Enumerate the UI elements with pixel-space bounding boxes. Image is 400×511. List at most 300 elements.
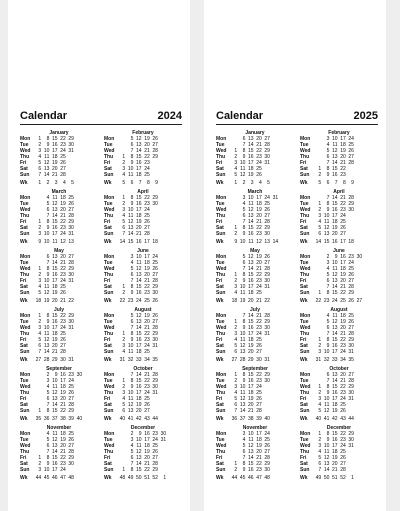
day-cell xyxy=(262,290,270,296)
day-label: Mon xyxy=(20,136,31,142)
day-cell: 10 xyxy=(323,349,330,355)
day-cell: 25 xyxy=(60,284,66,290)
day-label: Wed xyxy=(216,443,227,449)
day-cell: 30 xyxy=(264,278,270,284)
day-cell: 29 xyxy=(348,290,354,296)
week-number: 1 xyxy=(163,475,167,481)
week-number: 34 xyxy=(144,357,150,363)
day-cell: 19 xyxy=(52,160,58,166)
week-number: 29 xyxy=(248,357,254,363)
week-number: 22 xyxy=(264,298,270,304)
day-cell: 4 xyxy=(130,260,134,266)
day-label: Thu xyxy=(300,449,310,455)
week-label: Wk xyxy=(300,239,308,245)
day-cell: 10 xyxy=(239,160,246,166)
week-row xyxy=(216,172,294,178)
day-cell: 13 xyxy=(248,213,254,219)
week-number: 19 xyxy=(239,298,246,304)
day-cell: 29 xyxy=(152,284,158,290)
week-label: Wk xyxy=(216,239,224,245)
day-cell: 13 xyxy=(127,408,134,414)
day-cell: 8 xyxy=(326,384,330,390)
day-cell: 16 xyxy=(52,142,58,148)
day-label: Wed xyxy=(20,266,31,272)
month-name: April xyxy=(137,189,149,195)
month-block xyxy=(216,248,294,304)
day-cell: 20 xyxy=(340,278,346,284)
day-cell: 30 xyxy=(348,437,354,443)
day-cell: 28 xyxy=(348,331,354,337)
day-cell: 8 xyxy=(242,319,246,325)
week-number: 5 xyxy=(318,180,322,186)
day-cell: 1 xyxy=(38,219,42,225)
day-cell: 28 xyxy=(264,313,270,319)
week-number: 1 xyxy=(234,180,238,186)
day-cell: 22 xyxy=(340,290,346,296)
month-name: February xyxy=(132,130,154,136)
day-cell: 18 xyxy=(144,443,150,449)
day-cell: 18 xyxy=(136,396,142,402)
calendar-page-2025 xyxy=(204,0,386,511)
day-cell: 28 xyxy=(152,461,158,467)
day-cell: 14 xyxy=(332,331,338,337)
day-cell: 13 xyxy=(136,455,142,461)
week-number: 20 xyxy=(248,298,254,304)
day-label: Sun xyxy=(104,290,114,296)
day-cell: 21 xyxy=(60,402,66,408)
week-number: 46 xyxy=(248,475,254,481)
week-row xyxy=(300,172,378,178)
week-label: Wk xyxy=(20,475,28,481)
page-year: 2024 xyxy=(157,110,182,122)
month-block xyxy=(300,248,378,304)
week-number: 18 xyxy=(152,239,158,245)
day-cell: 12 xyxy=(43,337,50,343)
day-cell: 28 xyxy=(60,172,66,178)
day-cell: 9 xyxy=(130,337,134,343)
day-cell: 6 xyxy=(130,319,134,325)
day-cell: 15 xyxy=(52,313,58,319)
week-number: 40 xyxy=(76,416,83,422)
day-cell: 17 xyxy=(332,349,338,355)
week-row xyxy=(104,408,182,414)
week-number: 43 xyxy=(340,416,346,422)
week-label: Wk xyxy=(300,416,308,422)
day-cell: 8 xyxy=(130,195,134,201)
day-label: Sun xyxy=(216,467,226,473)
day-cell: 14 xyxy=(248,455,254,461)
day-label: Mon xyxy=(216,136,227,142)
day-cell: 17 xyxy=(136,390,142,396)
day-cell: 3 xyxy=(234,284,238,290)
day-cell: 28 xyxy=(348,284,354,290)
week-number: 49 xyxy=(315,475,322,481)
week-number: 9 xyxy=(234,239,238,245)
day-cell: 29 xyxy=(348,337,354,343)
week-row xyxy=(20,408,98,414)
day-cell: 2 xyxy=(122,201,126,207)
day-cell: 31 xyxy=(264,331,270,337)
day-cell: 8 xyxy=(130,154,134,160)
day-label: Wed xyxy=(300,325,311,331)
day-cell: 2 xyxy=(234,278,238,284)
day-label: Thu xyxy=(216,449,226,455)
day-label: Mon xyxy=(300,254,311,260)
day-cell: 12 xyxy=(248,254,254,260)
day-cell: 28 xyxy=(68,449,74,455)
day-label: Sat xyxy=(104,402,112,408)
day-cell: 27 xyxy=(60,166,66,172)
day-label: Tue xyxy=(300,437,309,443)
day-cell: 1 xyxy=(318,201,322,207)
day-cell: 15 xyxy=(52,408,58,414)
day-cell: 8 xyxy=(130,467,134,473)
day-cell: 26 xyxy=(256,343,262,349)
day-label: Fri xyxy=(300,396,307,402)
week-number: 8 xyxy=(342,180,346,186)
day-cell: 9 xyxy=(326,437,330,443)
day-cell: 22 xyxy=(144,195,150,201)
day-cell: 14 xyxy=(127,231,134,237)
day-cell: 4 xyxy=(234,390,238,396)
day-cell: 5 xyxy=(242,443,246,449)
day-cell: 7 xyxy=(242,142,246,148)
day-cell: 30 xyxy=(68,319,74,325)
day-label: Fri xyxy=(216,337,223,343)
week-number: 27 xyxy=(231,357,238,363)
day-cell: 8 xyxy=(242,461,246,467)
day-cell: 12 xyxy=(52,437,58,443)
day-cell: 10 xyxy=(323,396,330,402)
day-label: Sat xyxy=(300,461,308,467)
day-cell: 17 xyxy=(144,437,150,443)
day-cell: 7 xyxy=(130,278,134,284)
day-label: Fri xyxy=(216,160,223,166)
month-block xyxy=(20,425,98,481)
day-label: Thu xyxy=(300,331,310,337)
day-cell: 26 xyxy=(68,390,74,396)
week-number: 14 xyxy=(315,239,322,245)
day-cell: 21 xyxy=(144,278,150,284)
day-cell: 15 xyxy=(248,148,254,154)
day-cell: 22 xyxy=(60,266,66,272)
day-cell: 17 xyxy=(52,325,58,331)
day-label: Tue xyxy=(20,319,29,325)
day-cell: 15 xyxy=(332,201,338,207)
month-name: May xyxy=(250,248,260,254)
month-block xyxy=(216,366,294,422)
day-cell: 12 xyxy=(127,402,134,408)
month-name: March xyxy=(51,189,67,195)
day-cell xyxy=(66,172,74,178)
day-cell: 2 xyxy=(234,467,238,473)
day-cell: 16 xyxy=(136,160,142,166)
day-cell: 21 xyxy=(248,408,254,414)
day-cell: 4 xyxy=(38,331,42,337)
week-label: Wk xyxy=(104,239,112,245)
day-cell: 16 xyxy=(136,201,142,207)
day-cell: 17 xyxy=(248,160,254,166)
day-cell: 6 xyxy=(38,343,42,349)
day-cell: 19 xyxy=(136,219,142,225)
day-cell: 23 xyxy=(256,278,262,284)
day-cell: 29 xyxy=(68,455,74,461)
day-cell: 3 xyxy=(130,254,134,260)
day-cell: 25 xyxy=(264,437,270,443)
week-number: 50 xyxy=(323,475,330,481)
day-cell: 28 xyxy=(152,148,158,154)
day-cell: 21 xyxy=(144,461,150,467)
day-cell: 27 xyxy=(340,231,346,237)
day-cell: 26 xyxy=(68,201,74,207)
month-name: September xyxy=(242,366,268,372)
day-cell: 25 xyxy=(144,349,150,355)
page-header xyxy=(20,110,182,125)
day-cell: 1 xyxy=(318,290,322,296)
day-cell: 11 xyxy=(52,431,58,437)
week-number: 21 xyxy=(60,298,66,304)
day-cell: 26 xyxy=(152,136,158,142)
day-cell: 6 xyxy=(234,402,238,408)
day-cell: 11 xyxy=(128,349,134,355)
month-name: June xyxy=(137,248,149,254)
day-cell: 30 xyxy=(152,384,158,390)
day-cell: 27 xyxy=(152,142,158,148)
day-cell: 1 xyxy=(38,455,42,461)
day-cell: 7 xyxy=(234,408,238,414)
week-number: 51 xyxy=(144,475,150,481)
week-number: 44 xyxy=(35,475,42,481)
week-label: Wk xyxy=(20,298,28,304)
day-cell: 8 xyxy=(242,372,246,378)
month-block xyxy=(300,425,378,481)
day-label: Wed xyxy=(20,148,31,154)
day-label: Sat xyxy=(300,225,308,231)
day-cell: 8 xyxy=(326,431,330,437)
day-cell: 20 xyxy=(256,260,262,266)
day-cell: 1 xyxy=(234,148,238,154)
day-cell: 12 xyxy=(136,266,142,272)
day-cell: 2 xyxy=(234,325,238,331)
day-cell: 20 xyxy=(144,272,150,278)
day-label: Tue xyxy=(216,378,225,384)
day-cell: 14 xyxy=(248,219,254,225)
day-cell: 16 xyxy=(248,467,254,473)
month-block xyxy=(300,307,378,363)
week-number: 14 xyxy=(119,239,126,245)
day-cell: 2 xyxy=(234,378,238,384)
week-number: 17 xyxy=(144,239,150,245)
week-number: 14 xyxy=(272,239,279,245)
day-cell: 13 xyxy=(332,372,338,378)
day-label: Fri xyxy=(300,337,307,343)
day-cell: 27 xyxy=(340,461,346,467)
day-cell: 5 xyxy=(326,148,330,154)
day-cell: 8 xyxy=(242,225,246,231)
day-cell: 16 xyxy=(144,431,150,437)
day-cell: 10 xyxy=(127,343,134,349)
day-cell: 5 xyxy=(130,449,134,455)
month-name: October xyxy=(329,366,349,372)
day-cell: 23 xyxy=(144,337,150,343)
day-cell: 29 xyxy=(68,136,74,142)
day-cell: 21 xyxy=(256,219,262,225)
week-number: 47 xyxy=(256,475,262,481)
day-cell: 2 xyxy=(130,431,134,437)
day-cell: 22 xyxy=(340,201,346,207)
day-cell: 8 xyxy=(130,378,134,384)
day-cell: 1 xyxy=(122,378,126,384)
day-cell: 24 xyxy=(152,437,158,443)
day-cell: 29 xyxy=(152,378,158,384)
day-label: Sat xyxy=(20,284,28,290)
day-cell: 17 xyxy=(52,148,58,154)
day-label: Fri xyxy=(20,396,27,402)
month-block xyxy=(300,130,378,186)
day-cell xyxy=(262,172,270,178)
day-label: Wed xyxy=(20,384,31,390)
day-cell: 19 xyxy=(340,148,346,154)
month-name: May xyxy=(54,248,64,254)
day-cell: 3 xyxy=(242,431,246,437)
day-cell: 8 xyxy=(46,266,50,272)
week-label: Wk xyxy=(20,180,28,186)
day-cell: 15 xyxy=(332,166,338,172)
day-cell: 7 xyxy=(46,449,50,455)
day-cell: 1 xyxy=(234,225,238,231)
day-cell: 14 xyxy=(43,349,50,355)
day-cell: 30 xyxy=(264,325,270,331)
day-cell: 13 xyxy=(43,343,50,349)
week-number: 32 xyxy=(127,357,134,363)
week-number: 22 xyxy=(315,298,322,304)
day-cell: 18 xyxy=(136,349,142,355)
day-cell: 25 xyxy=(144,396,150,402)
month-block xyxy=(104,366,182,422)
week-number: 49 xyxy=(127,475,134,481)
day-cell: 18 xyxy=(144,260,150,266)
week-number: 2 xyxy=(242,180,246,186)
day-cell: 12 xyxy=(136,136,142,142)
day-cell: 14 xyxy=(136,278,142,284)
day-cell: 17 xyxy=(136,166,142,172)
day-label: Wed xyxy=(216,148,227,154)
day-cell: 19 xyxy=(60,437,66,443)
day-cell: 12 xyxy=(323,225,330,231)
day-cell: 27 xyxy=(256,349,262,355)
week-number: 11 xyxy=(248,239,254,245)
week-number: 25 xyxy=(144,298,150,304)
week-number: 1 xyxy=(351,475,354,481)
day-label: Fri xyxy=(300,160,307,166)
day-cell: 4 xyxy=(234,166,238,172)
day-cell: 19 xyxy=(144,136,150,142)
day-cell: 1 xyxy=(234,319,238,325)
day-label: Fri xyxy=(216,219,223,225)
day-cell: 24 xyxy=(60,325,66,331)
day-cell: 27 xyxy=(256,402,262,408)
month-block xyxy=(300,366,378,422)
week-number: 27 xyxy=(35,357,42,363)
day-cell: 12 xyxy=(248,207,254,213)
day-label: Mon xyxy=(300,136,311,142)
day-label: Mon xyxy=(216,313,227,319)
day-cell: 6 xyxy=(326,372,330,378)
day-cell: 29 xyxy=(264,372,270,378)
week-number: 7 xyxy=(138,180,142,186)
day-cell: 19 xyxy=(332,408,338,414)
day-cell: 10 xyxy=(136,254,142,260)
day-cell: 22 xyxy=(60,313,66,319)
day-cell: 6 xyxy=(242,136,246,142)
day-cell: 26 xyxy=(348,272,354,278)
day-cell: 3 xyxy=(38,231,42,237)
day-cell: 1 xyxy=(122,154,126,160)
day-cell: 16 xyxy=(136,337,142,343)
day-cell: 7 xyxy=(326,378,330,384)
day-cell: 25 xyxy=(144,172,150,178)
day-cell: 21 xyxy=(256,313,262,319)
day-label: Wed xyxy=(300,384,311,390)
day-cell: 30 xyxy=(264,467,270,473)
day-cell: 26 xyxy=(264,207,270,213)
week-number: 52 xyxy=(340,475,346,481)
day-cell: 23 xyxy=(144,160,150,166)
day-cell: 27 xyxy=(348,278,354,284)
day-cell: 28 xyxy=(68,260,74,266)
day-cell: 19 xyxy=(256,443,262,449)
day-cell: 11 xyxy=(240,390,246,396)
day-label: Thu xyxy=(20,390,30,396)
day-label: Mon xyxy=(300,195,311,201)
day-cell: 11 xyxy=(248,437,254,443)
day-cell: 7 xyxy=(130,148,134,154)
calendar-page-2024 xyxy=(8,0,190,511)
day-cell: 22 xyxy=(60,455,66,461)
day-label: Mon xyxy=(104,254,115,260)
day-cell: 18 xyxy=(340,142,346,148)
day-cell: 21 xyxy=(52,349,58,355)
day-label: Thu xyxy=(104,331,114,337)
day-label: Tue xyxy=(104,319,113,325)
day-cell: 27 xyxy=(152,319,158,325)
day-cell: 10 xyxy=(239,284,246,290)
day-cell: 30 xyxy=(356,254,363,260)
day-cell: 29 xyxy=(68,266,74,272)
day-cell: 18 xyxy=(340,313,346,319)
day-cell: 1 xyxy=(38,313,42,319)
day-cell: 7 xyxy=(122,231,126,237)
day-cell: 5 xyxy=(130,136,134,142)
day-cell: 2 xyxy=(38,142,42,148)
day-cell: 1 xyxy=(234,272,238,278)
week-number-row xyxy=(104,416,182,422)
day-cell: 28 xyxy=(152,325,158,331)
day-label: Thu xyxy=(20,154,30,160)
day-cell: 7 xyxy=(38,349,42,355)
day-cell: 13 xyxy=(332,325,338,331)
day-cell: 21 xyxy=(340,195,346,201)
day-label: Wed xyxy=(104,384,115,390)
week-row xyxy=(216,349,294,355)
week-number-row xyxy=(104,180,182,186)
day-cell: 5 xyxy=(318,225,322,231)
day-cell: 27 xyxy=(264,136,270,142)
day-cell: 28 xyxy=(144,231,150,237)
day-cell: 1 xyxy=(318,337,322,343)
day-cell: 27 xyxy=(68,396,74,402)
day-cell: 22 xyxy=(60,408,66,414)
